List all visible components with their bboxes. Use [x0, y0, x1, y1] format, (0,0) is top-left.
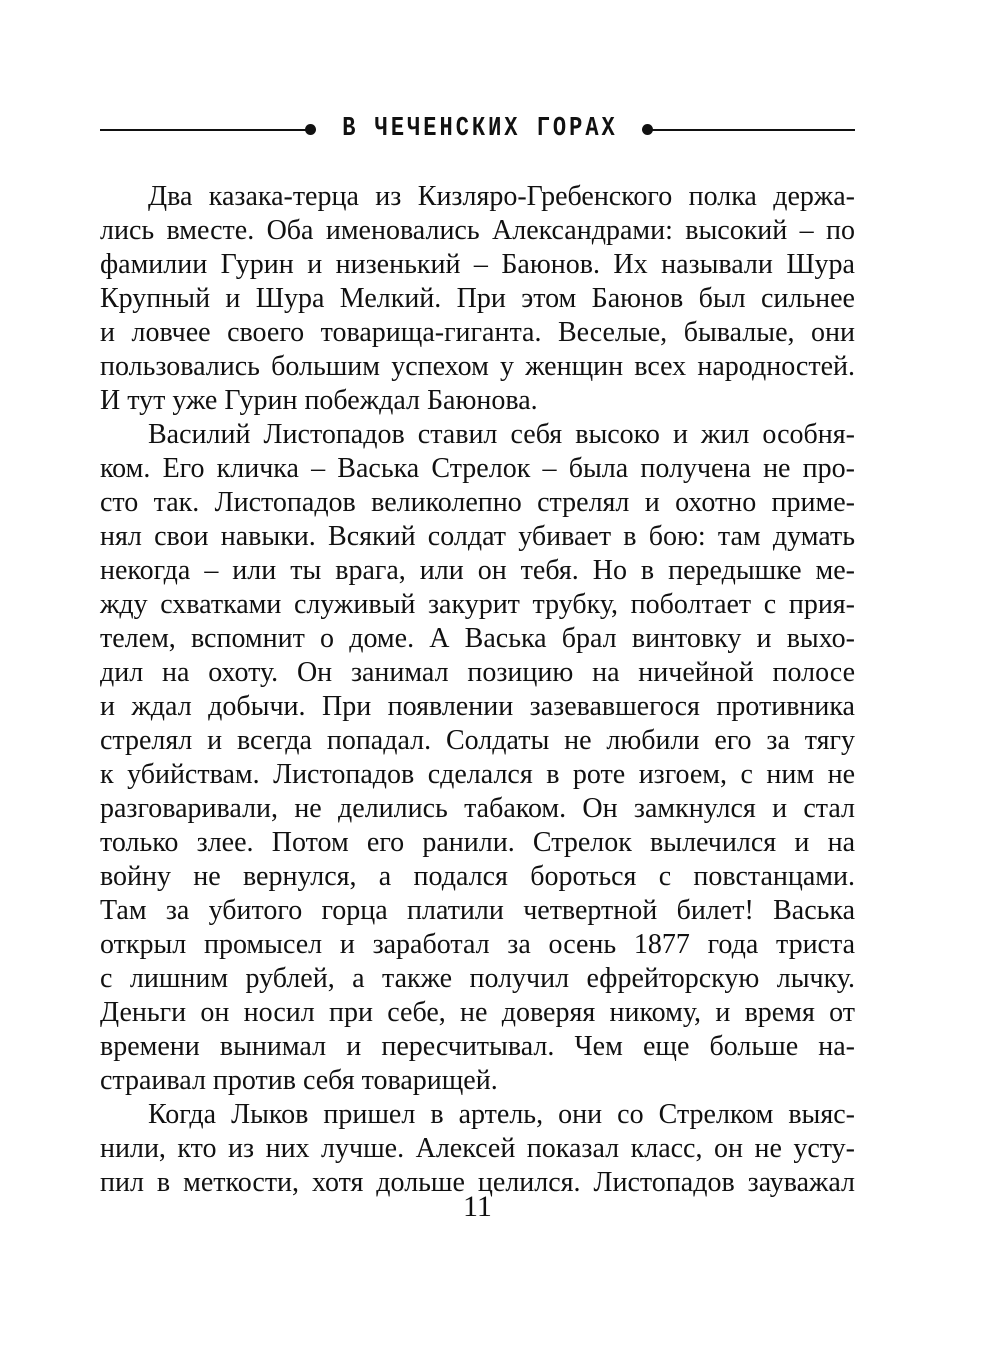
- text-line: сто так. Листопадов великолепно стрелял и охотно приме-: [100, 487, 855, 518]
- paragraph-1: [100, 180, 855, 418]
- text-line: пользовались большим успехом у женщин всех народностей.: [100, 351, 855, 382]
- text-line: Крупный и Шура Мелкий. При этом Баюнов был сильнее: [100, 283, 855, 314]
- text-line: Там за убитого горца платили четвертной билет! Васька: [100, 895, 855, 926]
- text-line: Два казака-терца из Кизляро-Гребенского полка держа-: [148, 181, 855, 212]
- text-line: ком. Его кличка – Васька Стрелок – была получена не про-: [100, 453, 855, 484]
- header-rule-right: [652, 129, 855, 131]
- paragraph-2: [100, 418, 855, 1098]
- text-line: времени вынимал и пересчитывал. Чем еще больше на-: [100, 1031, 855, 1062]
- text-line: Василий Листопадов ставил себя высоко и жил особня-: [148, 419, 855, 450]
- header-rule-left: [100, 129, 310, 131]
- body-text: [100, 180, 855, 1200]
- text-line: и ждал добычи. При появлении зазевавшегося противника: [100, 691, 855, 722]
- page-number: 11: [463, 1190, 492, 1223]
- text-line: жду схватками служивый закурит трубку, поболтает с прия-: [100, 589, 855, 620]
- text-line: И тут уже Гурин побеждал Баюнова.: [100, 385, 538, 416]
- running-title: В ЧЕЧЕНСКИХ ГОРАХ: [342, 113, 618, 144]
- text-line: лись вместе. Оба именовались Александрами: высокий – по: [100, 215, 855, 246]
- text-line: Деньги он носил при себе, не доверяя никому, и время от: [100, 997, 855, 1028]
- text-line: войну не вернулся, а подался бороться с повстанцами.: [100, 861, 855, 892]
- text-line: с лишним рублей, а также получил ефрейторскую лычку.: [100, 963, 855, 994]
- text-line: нили, кто из них лучше. Алексей показал класс, он не усту-: [100, 1133, 855, 1164]
- text-line: к убийствам. Листопадов сделался в роте изгоем, с ним не: [100, 759, 855, 790]
- text-line: и ловчее своего товарища-гиганта. Веселые, бывалые, они: [100, 317, 855, 348]
- text-line: дил на охоту. Он занимал позицию на ничейной полосе: [100, 657, 855, 688]
- text-line: пил в меткости, хотя дольше целился. Листопадов зауважал: [100, 1167, 855, 1198]
- text-line: разговаривали, не делились табаком. Он замкнулся и стал: [100, 793, 855, 824]
- text-line: некогда – или ты врага, или он тебя. Но в передышке ме-: [100, 555, 855, 586]
- text-line: Когда Лыков пришел в артель, они со Стрелком выяс-: [148, 1099, 855, 1130]
- header-dot-left: [305, 124, 316, 135]
- text-line: телем, вспомнит о доме. А Васька брал винтовку и выхо-: [100, 623, 855, 654]
- text-line: только злее. Потом его ранили. Стрелок вылечился и на: [100, 827, 855, 858]
- running-header: [100, 112, 855, 148]
- text-line: стрелял и всегда попадал. Солдаты не любили его за тягу: [100, 725, 855, 756]
- text-line: нял свои навыки. Всякий солдат убивает в бою: там думать: [100, 521, 855, 552]
- text-line: страивал против себя товарищей.: [100, 1065, 498, 1096]
- text-line: фамилии Гурин и низенький – Баюнов. Их называли Шура: [100, 249, 855, 280]
- paragraph-3: [100, 1098, 855, 1200]
- text-line: открыл промысел и заработал за осень 1877 года триста: [100, 929, 855, 960]
